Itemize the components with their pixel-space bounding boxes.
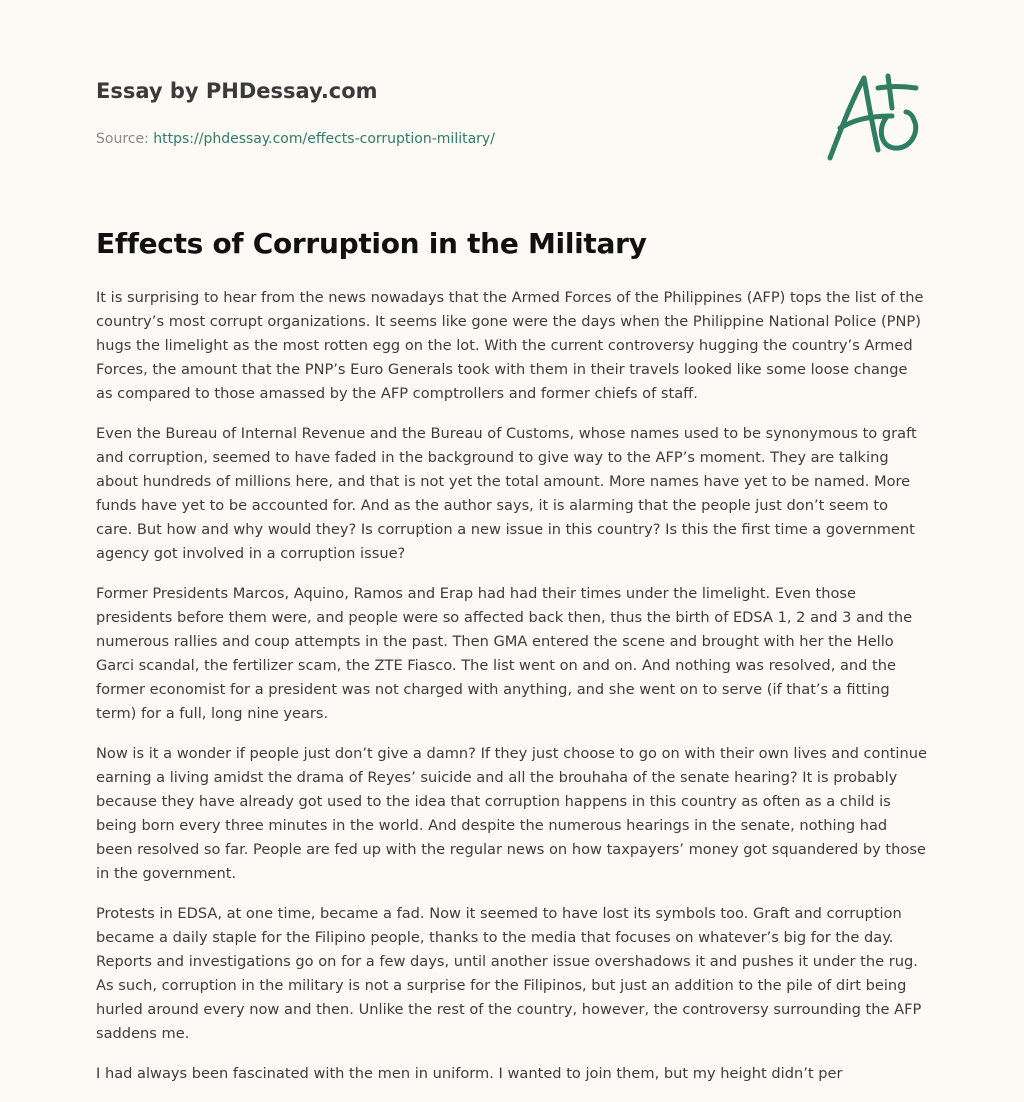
source-line: [96, 130, 796, 148]
a-plus-grade-icon: [822, 66, 926, 166]
essay-paragraph: I had always been fascinated with the men in uniform. I wanted to join them, but my height didn’t per: [96, 1065, 843, 1082]
essay-title: Effects of Corruption in the Military: [96, 227, 647, 260]
essay-paragraph: Now is it a wonder if people just don’t give a damn? If they just choose to go on with their own lives and continue earning a living amidst the drama of Reyes’ suicide and all the brouhaha of the senate hearing? It is probably because they have already got used to the idea that corruption happens in this country as often as a child is being born every three minutes in the world. And despite the numerous hearings in the senate, nothing had been resolved so far. People are fed up with the regular news on how taxpayers’ money got squandered by those in the government.: [96, 745, 927, 882]
site-brand: Essay by PHDessay.com: [96, 79, 378, 103]
essay-paragraph: Former Presidents Marcos, Aquino, Ramos and Erap had had their times under the limelight. Even those presidents before them were, and people were so affected back then, thus the birth of EDSA 1, 2 and 3 and the numerous rallies and coup attempts in the past. Then GMA entered the scene and brought with her the Hello Garci scandal, the fertilizer scam, the ZTE Fiasco. The list went on and on. And nothing was resolved, and the former economist for a president was not charged with anything, and she went on to serve (if that’s a fitting term) for a full, long nine years.: [96, 585, 913, 722]
site-header: [96, 78, 796, 148]
source-link[interactable]: https://phdessay.com/effects-corruption-military/: [153, 131, 495, 147]
essay-paragraph: Even the Bureau of Internal Revenue and the Bureau of Customs, whose names used to be synonymous to graft and corruption, seemed to have faded in the background to give way to the AFP’s moment. They are talking about hundreds of millions here, and that is not yet the total amount. More names have yet to be named. More funds have yet to be accounted for. And as the author says, it is alarming that the people just don’t seem to care. But how and why would they? Is corruption a new issue in this country? Is this the first time a government agency got involved in a corruption issue?: [96, 425, 917, 562]
essay-article: [96, 224, 928, 1102]
essay-paragraph: It is surprising to hear from the news nowadays that the Armed Forces of the Philippines (AFP) tops the list of the country’s most corrupt organizations. It seems like gone were the days when the Philippine National Police (PNP) hugs the limelight as the most rotten egg on the lot. With the current controversy hugging the country’s Armed Forces, the amount that the PNP’s Euro Generals took with them in their travels looked like some loose change as compared to those amassed by the AFP comptrollers and former chiefs of staff.: [96, 289, 924, 402]
source-label: Source:: [96, 131, 149, 147]
essay-paragraph: Protests in EDSA, at one time, became a fad. Now it seemed to have lost its symbols too. Graft and corruption became a daily staple for the Filipino people, thanks to the media that focuses on whatever’s big for the day. Reports and investigations go on for a few days, until another issue overshadows it and pushes it under the rug. As such, corruption in the military is not a surprise for the Filipinos, but just an addition to the pile of dirt being hurled around every now and then. Unlike the rest of the country, however, the controversy surrounding the AFP saddens me.: [96, 905, 922, 1042]
